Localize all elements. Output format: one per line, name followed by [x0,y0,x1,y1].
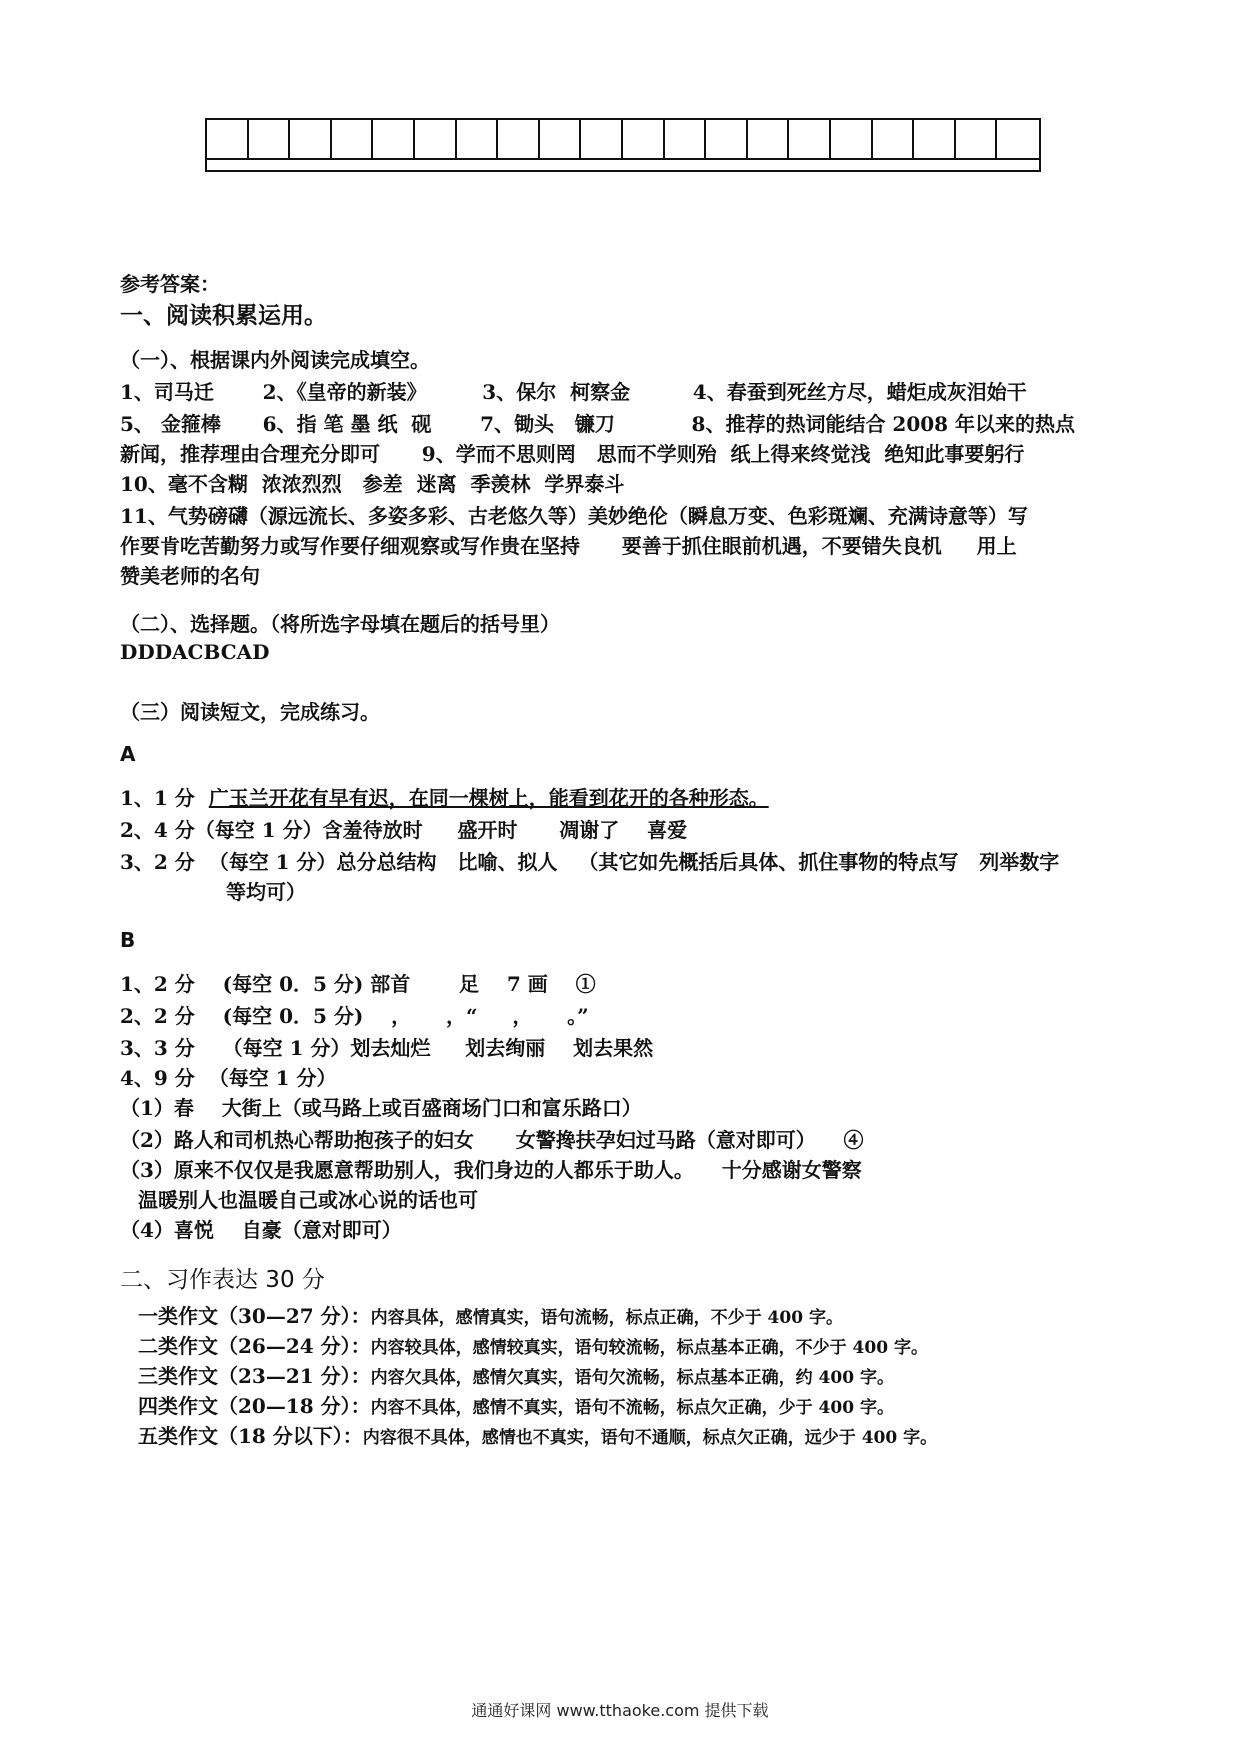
passage-b-label: B [120,928,136,952]
grade-desc: 内容具体，感情真实，语句流畅，标点正确，不少于 400 字。 [370,1308,843,1328]
grade-row [138,1424,937,1450]
page-footer: 通通好课网 www.tthaoke.com 提供下载 [471,1701,769,1720]
part2-title: （二）、选择题。（将所选字母填在题后的括号里） [120,612,560,636]
section2-title: 二、习作表达 30 分 [120,1267,325,1293]
grade-name: 五类作文（18 分以下）： [138,1424,363,1448]
answer-grid-cell [789,120,831,158]
answer-grid [205,118,1041,172]
part1-line3: 新闻，推荐理由合理充分即可 9、学而不思则罔 思而不学则殆 纸上得来终觉浅 绝知此事要躬行 [120,442,1025,466]
answer-grid-cell [415,120,457,158]
grade-name: 一类作文（30—27 分）： [138,1304,371,1328]
answer-grid-cell [373,120,415,158]
b-q3: 3、3 分 （每空 1 分）划去灿烂 划去绚丽 划去果然 [120,1036,654,1060]
part1-title: （一）、根据课内外阅读完成填空。 [120,348,430,372]
b-q4-4: （4）喜悦 自豪（意对即可） [120,1218,402,1242]
grade-desc: 内容不具体，感情不真实，语句不流畅，标点欠正确，少于 400 字。 [370,1398,894,1418]
answer-grid-cells [207,120,1039,160]
b-q1: 1、2 分 (每空 0．5 分) 部首 足 7 画 ① [120,972,596,996]
answer-grid-cell [997,120,1039,158]
a-q3-line1: 3、2 分 （每空 1 分）总分总结构 比喻、拟人 （其它如先概括后具体、抓住事物的特点写 列举数字 [120,850,1060,874]
answer-grid-cell [332,120,374,158]
passage-a-label: A [120,742,136,766]
a-q2: 2、4 分（每空 1 分）含羞待放时 盛开时 凋谢了 喜爱 [120,818,688,842]
a-q1-answer: 广玉兰开花有早有迟，在同一棵树上，能看到花开的各种形态。 [208,786,769,810]
answer-grid-cell [207,120,249,158]
answer-grid-cell [665,120,707,158]
grade-row [138,1394,894,1420]
b-q4-1: （1）春 大街上（或马路上或百盛商场门口和富乐路口） [120,1096,642,1120]
part1-line7: 赞美老师的名句 [120,564,260,588]
answer-grid-cell [498,120,540,158]
section1-title: 一、阅读积累运用。 [120,302,327,329]
answer-grid-cell [457,120,499,158]
grade-name: 三类作文（23—21 分）： [138,1364,371,1388]
answer-grid-cell [873,120,915,158]
b-q4: 4、9 分 （每空 1 分） [120,1066,337,1090]
answer-grid-cell [249,120,291,158]
answer-grid-cell [540,120,582,158]
a-q1 [120,786,769,810]
b-q4-2: （2）路人和司机热心帮助抱孩子的妇女 女警搀扶孕妇过马路（意对即可） ④ [120,1128,864,1152]
answer-grid-cell [706,120,748,158]
b-q4-3-line2: 温暖别人也温暖自己或冰心说的话也可 [138,1188,478,1212]
part1-line4: 10、毫不含糊 浓浓烈烈 参差 迷离 季羡林 学界泰斗 [120,472,625,496]
grade-name: 四类作文（20—18 分）： [138,1394,371,1418]
part1-line6: 作要肯吃苦勤努力或写作要仔细观察或写作贵在坚持 要善于抓住眼前机遇，不要错失良机 用上 [120,534,1017,558]
grade-desc: 内容很不具体，感情也不真实，语句不通顺，标点欠正确，远少于 400 字。 [362,1428,938,1448]
part1-line1: 1、司马迁 2、《皇帝的新装》 3、保尔 柯察金 4、春蚕到死丝方尽，蜡炬成灰泪始干 [120,380,1027,404]
answer-grid-cell [914,120,956,158]
b-q2: 2、2 分 (每空 0．5 分) ， ，“ ， 。” [120,1004,589,1028]
answer-grid-cell [290,120,332,158]
part1-line5: 11、气势磅礴（源远流长、多姿多彩、古老悠久等）美妙绝伦（瞬息万变、色彩斑斓、充满诗意等）写 [120,504,1028,528]
grade-name: 二类作文（26—24 分）： [138,1334,371,1358]
a-q1-prefix: 1、1 分 [120,786,209,810]
b-q4-3-line1: （3）原来不仅仅是我愿意帮助别人，我们身边的人都乐于助人。 十分感谢女警察 [120,1158,862,1182]
grade-desc: 内容较具体，感情较真实，语句较流畅，标点基本正确，不少于 400 字。 [370,1338,928,1358]
answer-grid-cell [581,120,623,158]
answer-grid-cell [623,120,665,158]
grade-desc: 内容欠具体，感情欠真实，语句欠流畅，标点基本正确，约 400 字。 [370,1368,894,1388]
a-q3-line2: 等均可） [226,880,306,904]
answer-heading: 参考答案： [120,272,220,296]
answer-grid-cell [748,120,790,158]
part2-answer: DDDACBCAD [120,640,270,664]
grade-row [138,1334,928,1360]
part3-title: （三）阅读短文，完成练习。 [120,700,380,724]
answer-grid-cell [831,120,873,158]
part1-line2: 5、 金箍棒 6、指 笔 墨 纸 砚 7、锄头 镰刀 8、推荐的热词能结合 2008 年以来的热点 [120,412,1076,436]
grade-row [138,1304,843,1330]
answer-grid-cell [956,120,998,158]
grade-row [138,1364,894,1390]
